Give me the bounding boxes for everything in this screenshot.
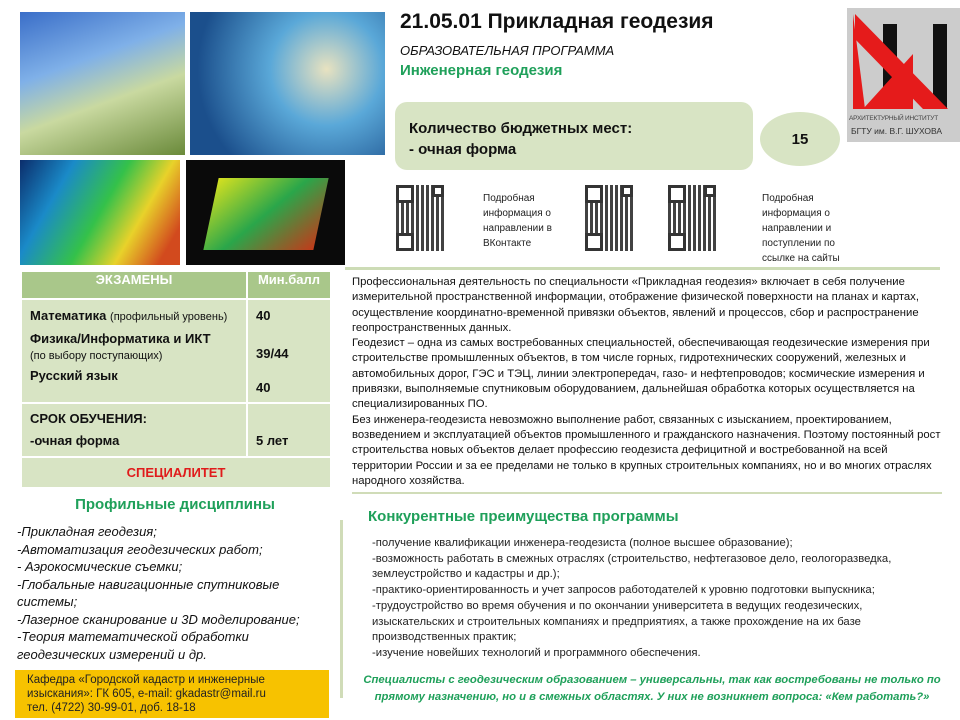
qr-vk-caption: Подробная информация о направлении в ВКонтакте (483, 193, 552, 249)
qr-code-vk[interactable] (396, 185, 444, 251)
exams-header: ЭКЗАМЕНЫ (21, 271, 247, 299)
exams-table (20, 270, 332, 489)
logo-text-line1: АРХИТЕКТУРНЫЙ ИНСТИТУТ (849, 115, 938, 122)
contacts-phone: тел. (4722) 30-99-01, доб. 18-18 (27, 702, 196, 714)
list-item: -практико-ориентированность и учет запросов работодателей к уровню подготовки выпускника; (372, 584, 875, 597)
budget-count: 15 (760, 112, 840, 166)
program-label: ОБРАЗОВАТЕЛЬНАЯ ПРОГРАММА (400, 43, 615, 58)
list-item: -Лазерное сканирование и 3D моделирование; (17, 611, 300, 627)
logo-mark-icon (853, 14, 953, 112)
qr-site-caption: Подробная информация о направлении и поступлении по ссылке на сайты (762, 193, 840, 264)
budget-form: - очная форма (409, 141, 517, 158)
contacts-department: Кафедра «Городской кадастр и инженерные изыскания»: ГК 605, e-mail: gkadastr@mail.ru (27, 674, 266, 700)
duration-form: -очная форма (30, 433, 120, 448)
exam-score: 39/44 (256, 346, 289, 361)
disciplines-title: Профильные дисциплины (75, 496, 275, 513)
qr-code-site-2[interactable] (668, 185, 716, 251)
exam-row: Физика/Информатика и ИКТ (по выбору поступающих) (30, 331, 211, 362)
description-paragraph: Профессиональная деятельность по специальности «Прикладная геодезия» включает в себя получение измерительной пространственной информации, отображение физической поверхности на планах и картах, осуществление координатно-временной привязки объектов, явлений и процессов, сбор и распространение геопространственных данных. (352, 276, 919, 334)
exam-row: Русский язык (30, 368, 118, 383)
description-paragraph: Геодезист – одна из самых востребованных специальностей, обеспечивающая геодезические измерения при строительстве промышленных объектов, в том числе горных, гидротехнических сооружений, железных и автомобильных дорог, ГЭС и ТЭЦ, линии электропередач, газо- и нефтепроводов; космические измерения и привязки, выполняемые спутниковым оборудованием, дальнейшая обработка которых осуществляется на специализированных ПО. (352, 337, 930, 411)
list-item: -Глобальные навигационные спутниковые системы; (17, 576, 280, 609)
duration-value: 5 лет (247, 403, 331, 457)
list-item: -Прикладная геодезия; (17, 524, 157, 539)
exam-score: 40 (256, 308, 271, 323)
contacts-box (15, 670, 329, 718)
institute-logo (847, 8, 960, 142)
closing-statement: Специалисты с геодезическим образованием – универсальны, так как востребованы не только по прямому назначению, но и в смежных областях. У них не возникнет вопроса: «Кем работать?» (363, 674, 941, 703)
list-item: -Автоматизация геодезических работ; (17, 541, 263, 557)
list-item: -изучение новейших технологий и программного обеспечения. (372, 646, 701, 659)
list-item: -Теория математической обработки геодезических измерений и др. (17, 629, 249, 662)
program-description (352, 275, 942, 494)
exam-row: Математика (профильный уровень) (30, 308, 228, 323)
exam-score: 40 (256, 380, 271, 395)
page-title: 21.05.01 Прикладная геодезия (400, 10, 714, 33)
budget-places-box (395, 102, 753, 170)
divider-vertical (340, 520, 343, 698)
description-paragraph: Без инженера-геодезиста невозможно выполнение работ, связанных с изысканием, проектированием, возведением и эксплуатацией объектов промышленного и гражданского назначения. Поэтому постоянный рост строительства новых объектов делает профессию геодезиста дефицитной и востребованной на всей территории России и за ее пределами не только в крупных строительных компаниях, но и во многих отраслях народного хозяйства. (352, 413, 941, 487)
divider (345, 267, 940, 270)
advantages-list (372, 536, 932, 662)
list-item: -трудоустройство во время обучения и по окончании университета в ведущих геодезических, изыскательских и строительных компаниях и предприятиях, а также прохождение на их базе производственных практик; (372, 599, 863, 644)
qr-code-site-1[interactable] (585, 185, 633, 251)
list-item: -возможность работать в смежных отраслях (строительство, нефтегазовое дело, геологоразведка, землеустройство и кадастры и др.); (372, 552, 892, 581)
image-3d-building-model (186, 160, 345, 265)
budget-label: Количество бюджетных мест: (409, 120, 633, 137)
program-profile: Инженерная геодезия (400, 62, 563, 79)
degree-label: СПЕЦИАЛИТЕТ (21, 457, 331, 488)
logo-text-line2: БГТУ им. В.Г. ШУХОВА (851, 126, 943, 136)
list-item: - Аэрокосмические съемки; (17, 559, 183, 574)
list-item: -получение квалификации инженера-геодезиста (полное высшее образование); (372, 537, 793, 549)
photo-surveyor-drone (190, 12, 385, 155)
image-point-cloud-landscape (20, 160, 180, 265)
photo-laser-scanner-building (20, 12, 185, 155)
duration-label: СРОК ОБУЧЕНИЯ: (30, 411, 147, 426)
advantages-title: Конкурентные преимущества программы (368, 508, 679, 525)
disciplines-list (17, 523, 322, 663)
score-header: Мин.балл (247, 271, 331, 299)
